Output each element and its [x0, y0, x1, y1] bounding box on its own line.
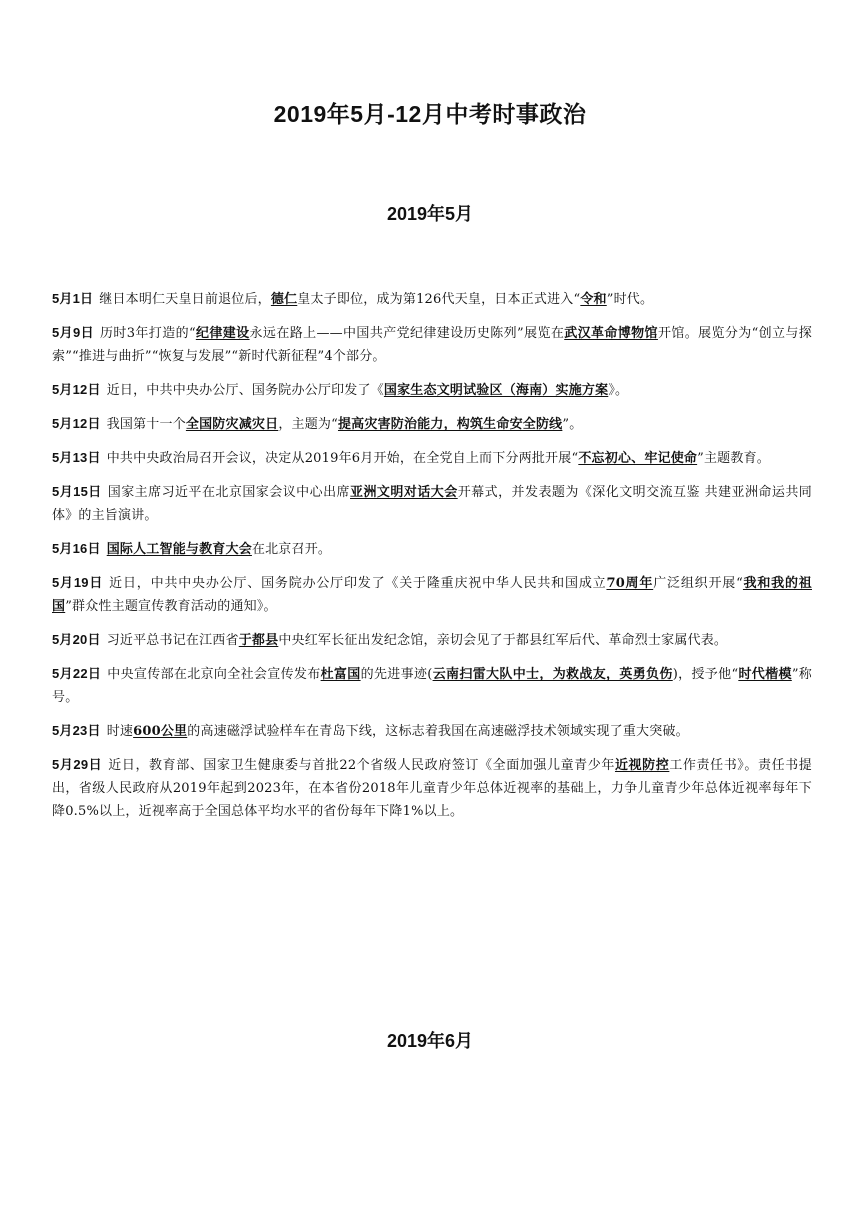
- news-entry: [52, 287, 812, 311]
- entry-text: ”主题教育。: [697, 451, 770, 466]
- entry-text: 开幕式，并发表题为《深化文明交流互鉴 共建亚洲命运共同体》的主旨演讲。: [52, 485, 812, 523]
- entry-text: 皇太子即位，成为第126代天皇，日本正式进入“: [297, 292, 581, 307]
- key-term: 提高灾害防治能力，构筑生命安全防线: [337, 417, 563, 432]
- entry-text: 近日，中共中央办公厅、国务院办公厅印发了《关于隆重庆祝中华人民共和国成立: [109, 576, 607, 591]
- news-entry: [52, 378, 812, 402]
- entry-text: 的高速磁浮试验样车在青岛下线，这标志着我国在高速磁浮技术领域实现了重大突破。: [187, 724, 689, 739]
- entry-text: ”称号。: [52, 667, 812, 705]
- key-term: 70周年: [606, 576, 654, 591]
- entry-date: 5月9日: [52, 325, 94, 340]
- news-entry: [52, 480, 812, 527]
- entry-text: 中共中央政治局召开会议，决定从2019年6月开始，在全党自上而下分两批开展“: [106, 451, 579, 466]
- key-term: 于都县: [238, 633, 279, 648]
- news-entry: [52, 446, 812, 470]
- entry-date: 5月29日: [52, 757, 103, 772]
- key-term: 全国防灾减灾日: [185, 417, 279, 432]
- entry-text: 继日本明仁天皇日前退位后，: [99, 292, 271, 307]
- key-term: 我和我的祖国: [52, 576, 812, 614]
- entry-date: 5月20日: [52, 632, 101, 647]
- entry-date: 5月12日: [52, 416, 101, 431]
- key-term: 德仁: [270, 292, 298, 307]
- entry-date: 5月15日: [52, 484, 102, 499]
- entry-text: )，授予他“: [672, 667, 739, 682]
- key-term: 云南扫雷大队中士，为救战友，英勇负伤: [432, 667, 673, 682]
- key-term: 不忘初心、牢记使命: [578, 451, 698, 466]
- entry-text: 广泛组织开展“: [653, 576, 743, 591]
- key-term: 令和: [580, 292, 607, 307]
- section-heading-june: 2019年6月: [386, 1031, 474, 1051]
- entry-date: 5月19日: [52, 575, 104, 590]
- section-heading-may: 2019年5月: [386, 204, 474, 224]
- key-term: 武汉革命博物馆: [564, 326, 658, 341]
- entry-text: 国家主席习近平在北京国家会议中心出席: [107, 485, 351, 500]
- entry-date: 5月1日: [52, 291, 94, 306]
- entry-text: ”时代。: [606, 292, 654, 307]
- entry-text: 时速: [106, 724, 134, 739]
- key-term: 亚洲文明对话大会: [350, 485, 458, 500]
- entry-date: 5月16日: [52, 541, 101, 556]
- entry-date: 5月13日: [52, 450, 101, 465]
- key-term: 国际人工智能与教育大会: [106, 542, 252, 557]
- news-entry: [52, 571, 812, 618]
- key-term: 纪律建设: [195, 326, 250, 341]
- entry-text: 我国第十一个: [106, 417, 186, 432]
- entry-text: 开馆。展览分为“创立与探索”“推进与曲折”“恢复与发展”“新时代新征程”4个部分。: [52, 326, 813, 364]
- news-entry: [52, 719, 812, 743]
- entry-text: ”。: [562, 417, 583, 432]
- entry-text: 近日，中共中央办公厅、国务院办公厅印发了《: [106, 383, 384, 398]
- document-title: 2019年5月-12月中考时事政治: [273, 101, 587, 127]
- entry-text: 永远在路上——中国共产党纪律建设历史陈列”展览在: [249, 326, 565, 341]
- news-entry: [52, 753, 812, 823]
- entry-text: 历时3年打造的“: [100, 326, 196, 341]
- key-term: 600公里: [133, 724, 188, 739]
- news-entry: [52, 537, 812, 561]
- key-term: 近视防控: [614, 758, 670, 773]
- news-entry-list: [52, 287, 812, 833]
- key-term: 杜富国: [320, 667, 361, 682]
- entry-text: 的先进事迹(: [360, 667, 433, 682]
- key-term: 国家生态文明试验区（海南）实施方案: [383, 383, 609, 398]
- entry-date: 5月23日: [52, 723, 101, 738]
- entry-date: 5月12日: [52, 382, 101, 397]
- news-entry: [52, 662, 812, 709]
- news-entry: [52, 321, 812, 368]
- news-entry: [52, 412, 812, 436]
- entry-text: 中央红军长征出发纪念馆，亲切会见了于都县红军后代、革命烈士家属代表。: [278, 633, 728, 648]
- entry-text: ，主题为“: [278, 417, 338, 432]
- news-entry: [52, 628, 812, 652]
- entry-text: ”群众性主题宣传教育活动的通知》。: [65, 599, 277, 614]
- entry-text: 工作责任书》。责任书提出，省级人民政府从2019年起到2023年，在本省份2018年儿童青少年总体近视率的基础上，力争儿童青少年总体近视率每年下降0.5%以上，近视率高于全国总体平均水平的省份每年下降1%以上。: [52, 758, 812, 819]
- entry-text: 在北京召开。: [251, 542, 332, 557]
- entry-text: 》。: [608, 383, 629, 398]
- entry-text: 中央宣传部在北京向全社会宣传发布: [107, 667, 321, 682]
- entry-text: 习近平总书记在江西省: [106, 633, 239, 648]
- key-term: 时代楷模: [738, 667, 792, 682]
- entry-text: 近日，教育部、国家卫生健康委与首批22个省级人民政府签订《全面加强儿童青少年: [108, 758, 615, 773]
- entry-date: 5月22日: [52, 666, 102, 681]
